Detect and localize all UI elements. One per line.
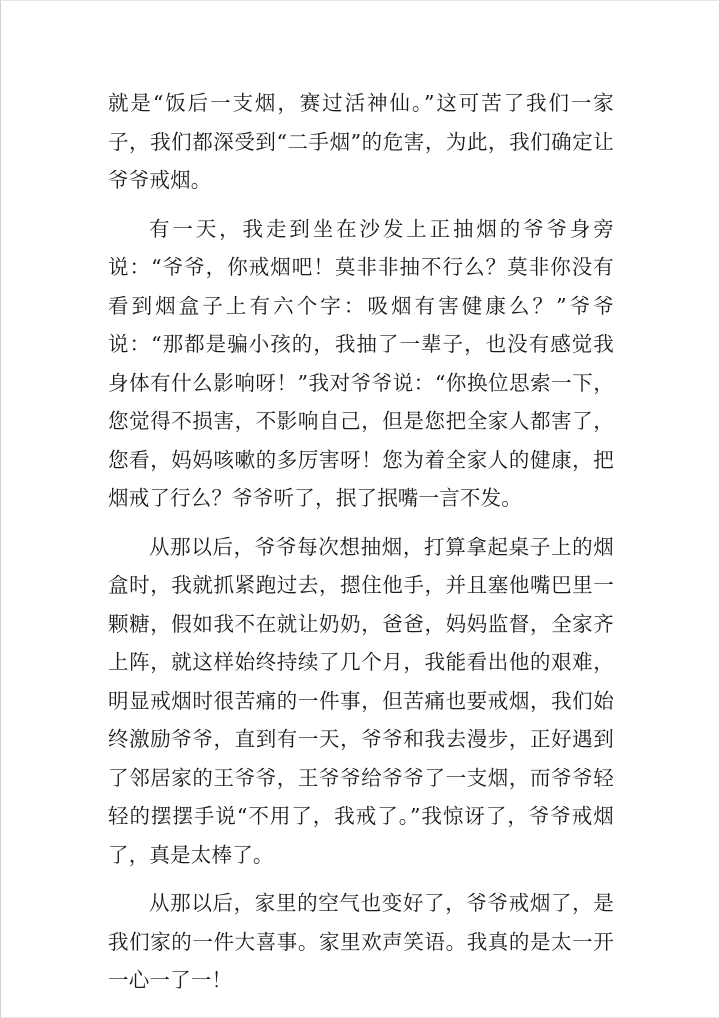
document-body bbox=[108, 84, 614, 1010]
paragraph-3: 从那以后，爷爷每次想抽烟，打算拿起桌子上的烟盒时，我就抓紧跑过去，摁住他手，并且塞他嘴巴里一颗糖，假如我不在就让奶奶，爸爸，妈妈监督，全家齐上阵，就这样始终持续了几个月，我能看出他的艰难，明显戒烟时很苦痛的一件事，但苦痛也要戒烟，我们始终激励爷爷，直到有一天，爷爷和我去漫步，正好遇到了邻居家的王爷爷，王爷爷给爷爷了一支烟，而爷爷轻轻的摆摆手说“不用了，我戒了。”我惊讶了，爷爷戒烟了，真是太棒了。 bbox=[108, 534, 614, 867]
paragraph-2: 有一天，我走到坐在沙发上正抽烟的爷爷身旁说：“爷爷，你戒烟吧！莫非非抽不行么？莫非你没有看到烟盒子上有六个字：吸烟有害健康么？”爷爷说：“那都是骗小孩的，我抽了一辈子，也没有感觉我身体有什么影响呀！”我对爷爷说：“你换位思索一下，您觉得不损害，不影响自己，但是您把全家人都害了，您看，妈妈咳嗽的多厉害呀！您为着全家人的健康，把烟戒了行么？爷爷听了，抿了抿嘴一言不发。 bbox=[108, 216, 614, 510]
paragraph-4: 从那以后，家里的空气也变好了，爷爷戒烟了，是我们家的一件大喜事。家里欢声笑语。我真的是太一开一心一了一！ bbox=[108, 891, 614, 992]
paragraph-1: 就是“饭后一支烟，赛过活神仙。”这可苦了我们一家子，我们都深受到“二手烟”的危害，为此，我们确定让爷爷戒烟。 bbox=[108, 91, 614, 192]
